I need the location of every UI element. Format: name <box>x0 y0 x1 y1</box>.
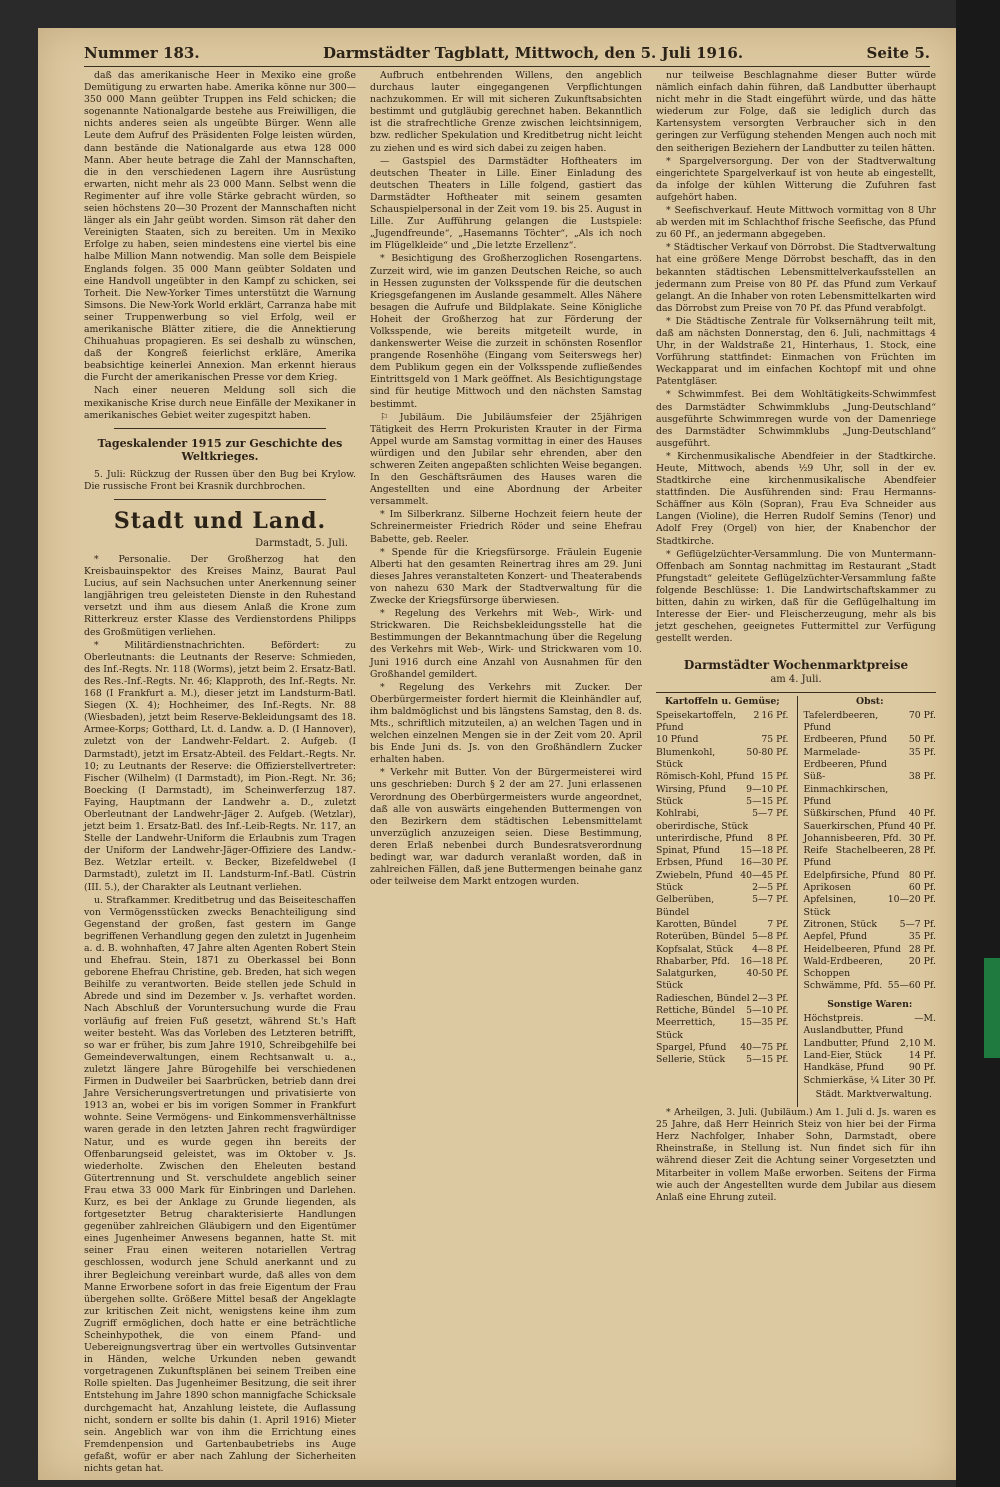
item-price: 80 Pf. <box>908 869 936 881</box>
price-row <box>656 833 789 845</box>
fruit-prices <box>797 696 937 1108</box>
price-row <box>804 1075 937 1087</box>
item-price: 5—10 Pf. <box>746 1005 789 1017</box>
article-paragraph: * Militärdienstnachrichten. Befördert: zu Oberleutnants: die Leutnants der Reserve: Schmieden, des Inf.-Regts. Nr. 118 (Worms), jetzt beim 2. Ersatz-Batl. des Res.-Inf.-Regts. Nr. 46; Klapproth, des Inf.-Regts. Nr. 168 (I Frankfurt a. M.), dieser jetzt im Landsturm-Batl. Siegen (X. 4); Hochheimer, des Inf.-Regts. Nr. 88 (Wiesbaden), jetzt beim Reserve-Bekleidungsamt des 18. Armee-Korps; Gotthard, Lt. d. Landw. a. D. (I Hannover), zuletzt von der Landwehr-Feldart. 2. Aufgeb. (I Darmstadt), jetzt im Ersatz-Abteil. des Feldart.-Regts. Nr. 10; zu Leutnants der Reserve: die Offizierstellvertreter: Fischer (Wilhelm) (I Darmstadt), im Pion.-Regt. Nr. 36; Boecking (I Darmstadt), im Scheinwerferzug 187. Faying, Hauptmann der Landwehr a. D., zuletzt Oberleutnant der Landwehr-Jäger 2. Aufgeb. (Wetzlar), jetzt beim 1. Ersatz-Batl. des Inf.-Leib-Regts. Nr. 117, an Stelle der Landwehr-Uniform die Erlaubnis zum Tragen der Uniform der Landwehr-Jäger-Offiziere des Landw.-Bez. Wetzlar erteilt. v. Becker, Bizefeldwebel (I Darmstadt), zuletzt im II. Landsturm-Inf.-Batl. Cüstrin (III. 5.), der Charakter als Leutnant verliehen. <box>84 639 356 893</box>
item-name: Salatgurken, Stück <box>656 968 717 992</box>
article-paragraph: * Arheilgen, 3. Juli. (Jubiläum.) Am 1. Juli d. Js. waren es 25 Jahre, daß Herr Heinrich Steiz von hier bei der Firma Herz Nachfolger, Inhaber Sohn, Darmstadt, obere Rheinstraße, in Stellung ist. Nun findet sich für ihn während dieser Zeit die Achtung seiner Vorgesetzten und Mitarbeiter in vollem Maße erworben. Seitens der Firma wie auch der Angestellten wurde dem Jubilar aus diesem Anlaß eine Ehrung zuteil. <box>656 1107 936 1203</box>
item-name: Schmierkäse, ¼ Liter <box>803 1074 905 1086</box>
item-price: 70 Pf. <box>908 709 936 721</box>
item-name: Rettiche, Bündel <box>656 1005 735 1017</box>
item-price: 55—60 Pf. <box>887 980 936 992</box>
other-goods-heading: Sonstige Waren: <box>827 998 913 1010</box>
item-price: 16—18 Pf. <box>740 955 789 967</box>
item-name: Apfelsinen, Stück <box>803 894 857 918</box>
item-name: 10 Pfund <box>656 734 699 746</box>
article-paragraph: * Städtischer Verkauf von Dörrobst. Die Stadtverwaltung hat eine größere Menge Dörrobst beschafft, das in den bekannten städtischen Lebensmittelverkaufsstellen an jedermann zum Preise von 80 Pf. das Pfund zum Verkauf gelangt. An die Inhaber von roten Lebensmittelkarten wird das Dörrobst zum Preise von 70 Pf. das Pfund verabfolgt. <box>656 242 936 314</box>
section-heading: Stadt und Land. <box>113 507 327 534</box>
price-row <box>804 980 937 992</box>
price-row <box>804 734 937 746</box>
item-price: 9—10 Pf. <box>746 783 789 795</box>
item-name: Roterüben, Bündel <box>656 931 745 943</box>
item-name: Blumenkohl, Stück <box>656 746 716 771</box>
item-name: Gelberüben, Bündel <box>656 894 715 918</box>
masthead-title: Darmstädter Tagblatt, Mittwoch, den 5. Juli 1916. <box>323 44 744 62</box>
price-row <box>656 845 789 857</box>
item-name: Sauerkirschen, Pfund <box>803 820 906 832</box>
item-price: 8 Pf. <box>767 832 789 844</box>
price-row <box>656 931 789 943</box>
item-price: 5—15 Pf. <box>746 1054 789 1066</box>
item-name: Römisch-Kohl, Pfund <box>656 771 755 783</box>
article-paragraph: * Geflügelzüchter-Versammlung. Die von Muntermann-Offenbach am Sonntag nachmittag im Restaurant „Stadt Pfungstadt“ geleitete Geflügelzüchter-Versammlung faßte folgende Beschlüsse: 1. Die Landwirtschaftskammer zu bitten, dahin zu wirken, daß für die Geflügelhaltung im Interesse der Eier- und Fleischerzeugung, mehr als bis jetzt geschehen, geeignetes Futtermittel zur Verfügung gestellt werden. <box>656 548 936 645</box>
price-row <box>804 944 937 956</box>
price-row <box>656 919 789 931</box>
item-name: Sellerie, Stück <box>656 1054 726 1066</box>
article-paragraph: * Regelung des Verkehrs mit Zucker. Der Oberbürgermeister fordert hiermit die Kleinhändler auf, ihm baldmöglichst und bis längstens Samstag, den 8. ds. Mts., schriftlich mitzuteilen, a) an welchen Tagen und in welchen einzelnen Mengen sie in der Zeit vom 20. April bis Ende Juni ds. Js. von den Großhändlern Zucker erhalten haben. <box>370 681 642 766</box>
item-price: 50 Pf. <box>908 734 936 746</box>
price-row <box>804 710 937 735</box>
item-name: Stück <box>656 795 683 807</box>
market-prices-heading: Darmstädter Wochenmarktpreise <box>683 658 909 673</box>
price-row <box>656 796 789 808</box>
item-name: unterirdische, Pfund <box>656 832 753 844</box>
item-price: 40—75 Pf. <box>740 1041 789 1053</box>
divider <box>114 428 326 429</box>
price-row <box>804 821 937 833</box>
item-price: 35 Pf. <box>908 746 936 758</box>
price-row <box>656 1042 789 1054</box>
item-name: Kopfsalat, Stück <box>656 943 734 955</box>
price-row <box>656 857 789 869</box>
dateline: Darmstadt, 5. Juli. <box>255 537 348 549</box>
item-name: Spinat, Pfund <box>656 845 721 857</box>
article-paragraph: daß das amerikanische Heer in Mexiko eine große Demütigung zu erwarten habe. Amerika könne nur 300—350 000 Mann geübter Truppen ins Feld schicken; die sogenannte Nationalgarde bestehe aus Freiwilligen, die nichts anderes seien als ungeübte Bürger. Wenn alle Leute dem Aufruf des Präsidenten Folge leisten würden, dann bestände die Nationalgarde aus etwa 128 000 Mann. Aber heute betrage die Zahl der Mannschaften, die in den verschiedenen Lagern ihre Ausrüstung erwarten, nicht mehr als 23 000 Mann. Selbst wenn die Regimenter auf ihre volle Stärke gebracht würden, so seien höchstens 20—30 Prozent der Mannschaften nicht länger als ein Jahr geübt worden. Simson rät daher den Vereinigten Staaten, sich zu bereiten. Um in Mexiko Erfolge zu haben, seien mindestens eine viertel bis eine halbe Million Mann notwendig. Man solle dem Beispiele Englands folgen. 35 000 Mann geübter Soldaten und eine Handvoll ungeübter in den Kampf zu schicken, sei Torheit. Die New-Yorker Times unterstützt die Warnung Simsons. Die New-York World erklärt, Carranza habe mit seiner Truppenwerbung so viel Erfolg, weil er amerikanische Blätter zitiere, die die Annektierung Chihuahuas propagieren. Es sei deshalb zu wünschen, daß der Kongreß feierlichst erkläre, Amerika beabsichtige keinerlei Annexion. Man erkennt hieraus die Furcht der amerikanischen Presse vor dem Krieg. <box>84 70 356 384</box>
price-row <box>656 734 789 746</box>
price-row <box>804 931 937 943</box>
item-price: 5—8 Pf. <box>752 931 789 943</box>
price-row <box>656 956 789 968</box>
item-name: Speisekartoffeln, 2 Pfund <box>656 709 760 734</box>
price-row <box>656 1054 789 1066</box>
item-price: 16—30 Pf. <box>740 857 789 869</box>
item-name: Land-Eier, Stück <box>803 1049 882 1061</box>
market-prices-date: am 4. Juli. <box>770 673 822 685</box>
column-3 <box>656 70 936 1466</box>
article-paragraph: Aufbruch entbehrenden Willens, den angeblich durchaus lauter eingegangenen Verpflichtungen nachzukommen. Er will mit sicheren Zukunftsabsichten bestimmt und gutgläubig gerechnet haben. Bekanntlich ist die strafrechtliche Grenze zwischen leichtsinnigem, bzw. redlicher Spekulation und Kreditbetrug nicht leicht zu ziehen und es wird sich dabei zu zeigen haben. <box>370 70 642 154</box>
price-row <box>804 894 937 919</box>
item-price: 40—45 Pf. <box>740 869 789 881</box>
price-row <box>656 747 789 772</box>
item-price: 75 Pf. <box>761 734 789 746</box>
article-paragraph: * Regelung des Verkehrs mit Web-, Wirk- und Strickwaren. Die Reichsbekleidungsstelle hat die Bestimmungen der Bekanntmachung über die Regelung des Verkehrs mit Web-, Wirk- und Strickwaren vom 10. Juni 1916 durch eine Anzahl von Ausnahmen für den Großhandel gemildert. <box>370 608 642 680</box>
article-paragraph: Nach einer neueren Meldung soll sich die mexikanische Krise durch neue Einfälle der Mexikaner in amerikanisches Gebiet weiter zugespitzt haben. <box>84 385 356 421</box>
item-name: Tafelerdbeeren, Pfund <box>803 709 879 734</box>
price-row <box>804 845 937 870</box>
item-name: Radieschen, Bündel <box>656 992 750 1004</box>
article-paragraph: * Spende für die Kriegsfürsorge. Fräulein Eugenie Alberti hat den gesamten Reinertrag ihres am 29. Juni dieses Jahres veranstalteten Konzert- und Theaterabends von nahezu 630 Mark der Stadtverwaltung für die Zwecke der Kriegsfürsorge überwiesen. <box>370 546 642 607</box>
item-name: Spargel, Pfund <box>656 1041 727 1053</box>
price-row <box>656 894 789 919</box>
market-prices-table <box>656 692 936 1108</box>
item-price: 2,10 M. <box>899 1037 936 1049</box>
item-name: Zwiebeln, Pfund <box>656 869 733 881</box>
page-header <box>84 44 930 67</box>
item-price: —M. <box>914 1013 936 1025</box>
vegetable-heading: Kartoffeln u. Gemüse; <box>664 695 780 707</box>
item-price: 40-50 Pf. <box>746 968 789 980</box>
item-name: Zitronen, Stück <box>803 918 878 930</box>
price-row <box>656 968 789 993</box>
item-price: 40 Pf. <box>908 808 936 820</box>
item-name: Karotten, Bündel <box>656 918 737 930</box>
price-row <box>656 944 789 956</box>
article-paragraph: — Gastspiel des Darmstädter Hoftheaters im deutschen Theater in Lille. Einer Einladung des deutschen Theaters in Lille folgend, gastiert das Darmstädter Hoftheater mit seinem gesamten Schauspielpersonal in der Zeit vom 19. bis 25. August in Lille. Zur Aufführung gelangen die Lustspiele: „Jugendfreunde“, „Hasemanns Töchter“, „Als ich noch im Flügelkleide“ und „Die letzte Erzellenz“. <box>370 155 642 252</box>
item-name: Kohlrabi, oberirdische, Stück <box>656 808 749 832</box>
article-paragraph: nur teilweise Beschlagnahme dieser Butter würde nämlich einfach dahin führen, daß Landbutter überhaupt nicht mehr in die Stadt eingeführt würde, und das hätte wiederum zur Folge, daß sie lediglich durch das Kartensystem versorgten Verbraucher sich in den geringen zur Verfügung stehenden Mengen auch noch mit den seitherigen Beziehern der Landbutter zu teilen hätten. <box>656 70 936 154</box>
item-price: 2—5 Pf. <box>752 882 789 894</box>
price-row <box>656 1005 789 1017</box>
price-row <box>804 1013 937 1038</box>
page-background-edge <box>956 0 1000 1487</box>
item-price: 7 Pf. <box>767 918 789 930</box>
price-row <box>804 833 937 845</box>
price-row <box>804 808 937 820</box>
item-price: 50-80 Pf. <box>746 746 789 758</box>
price-row <box>804 1050 937 1062</box>
item-name: Wirsing, Pfund <box>656 783 727 795</box>
item-name: Landbutter, Pfund <box>803 1037 890 1049</box>
item-price: 28 Pf. <box>908 845 936 857</box>
price-row <box>804 1038 937 1050</box>
article-paragraph: * Verkehr mit Butter. Von der Bürgermeisterei wird uns geschrieben: Durch § 2 der am 27. Juni erlassenen Verordnung des Oberbürgermeisters wurde angeordnet, daß alle von auswärts eingehenden Buttermengen von den Bezirkern dem städtischen Lebensmittelamt unverzüglich anzuzeigen seien. Diese Bestimmung, deren Erlaß nebenbei durch Bundesratsverordnung bedingt war, war dadurch veranlaßt worden, daß in zahlreichen Fällen, daß jene Buttermengen beinahe ganz oder teilweise dem Markt entzogen wurden. <box>370 767 642 888</box>
item-price: 30 Pf. <box>908 832 936 844</box>
item-price: 4—8 Pf. <box>752 943 789 955</box>
item-price: 5—7 Pf. <box>899 918 936 930</box>
price-row <box>656 993 789 1005</box>
item-price: 5—15 Pf. <box>746 795 789 807</box>
item-price: 5—7 Pf. <box>752 808 789 820</box>
market-signature: Städt. Marktverwaltung. <box>815 1088 932 1100</box>
item-price: 60 Pf. <box>908 882 936 894</box>
price-row <box>656 870 789 882</box>
article-paragraph: * Schwimmfest. Bei dem Wohltätigkeits-Schwimmfest des Darmstädter Schwimmklubs „Jung-Deutschland“ ausgeführte Schwimmregen wurde von der Damenriege des Darmstädter Schwimmklubs „Jung-Deutschland“ ausgeführt. <box>656 389 936 449</box>
price-row <box>656 784 789 796</box>
item-name: Handkäse, Pfund <box>803 1062 885 1074</box>
item-name: Schwämme, Pfd. <box>803 980 883 992</box>
item-name: Stück <box>656 882 683 894</box>
newspaper-page <box>38 28 956 1480</box>
article-paragraph: u. Strafkammer. Kreditbetrug und das Beiseiteschaffen von Vermögensstücken zwecks Benachteiligung sind Gegenstand der großen, fast gestern im Gange begriffenen Verhandlung gegen den zuletzt in Jugenheim a. d. B. wohnhaften, 47 Jahre alten Agenten Robert Stein und Ehefrau. Stein, 1871 zu Oberkassel bei Bonn geborene Ehefrau Christine, geb. Breden, hat sich wegen Beihilfe zu verantworten. Beide stellen jede Schuld in Abrede und sind im Dezember v. Js. verhaftet worden. Nach Abschluß der Voruntersuchung wurde die Frau vorläufig auf freien Fuß gesetzt, während St.'s Haft weiter besteht. Was das Vorleben des Letzteren betrifft, so war er früher, bis zum Jahre 1910, Schreibgehilfe bei Gemeindeverwaltungen, einem Rechtsanwalt u. a., zuletzt längere Jahre Bürogehilfe bei verschiedenen Firmen in Dudweiler bei Saarbrücken, betrieb dann drei Jahre Versicherungsvertretungen und privatisierte von 1913 an, wobei er bis im vorigen Sommer in Frankfurt wohnte. Seine Vermögens- und Einkommensverhältnisse waren gerade in den letzten Jahren recht fragwürdiger Natur, und es wurde gegen ihn bereits der Offenbarungseid geleistet, was im Oktober v. Js. wiederholte. Zwischen den Eheleuten bestand Gütertrennung und St. verschuldete angeblich seiner Frau etwa 33 000 Mark für Einbringen und Darlehen. Kurz, es bei der Anklage zu Grunde liegenden, als fortgesetzter Betrug charakterisierte Handlungen gegenüber zahlreichen Gläubigern und den Eigentümer eines Jugenheimer Anwesens begannen, hatte St. mit seiner Frau einen weiteren notariellen Vertrag geschlossen, wodurch jene Schuld anerkannt und zu ihrer Begleichung vereinbart wurde, daß alles von dem Manne Erworbene sofort in das freie Eigentum der Frau übergehen sollte. Größere Mittel besaß der Angeklagte zur kritischen Zeit nicht, wenigstens keine ihm zum Zugriff ermöglichen, doch hatte er eine beträchtliche Scheinhypothek, die von einem Pfand- und Uebereignungsvertrag über ein wertvolles Gutsinventar in Händen, welche Urkunden neben gewandt vorgetragenen Zukunftsplänen bei seinem Treiben eine Rolle spielten. Das Jugenheimer Besitzung, die seit ihrer Entstehung im Jahre 1890 schon mannigfache Schicksale durchgemacht hat, Anzahlung leistete, die Auflassung nicht, sondern er sollte bis dahin (1. April 1916) Mieter sein. Angeblich war von ihm die Errichtung eines Fremdenpension und Gartenbaubetriebs ins Auge gefaßt, wofür er aber nach Zahlung der Sicherheiten nichts getan hat. <box>84 894 356 1475</box>
article-paragraph: * Spargelversorgung. Der von der Stadtverwaltung eingerichtete Spargelverkauf ist von heute ab eingestellt, da infolge der kühlen Witterung die Zufuhren fast aufgehört haben. <box>656 155 936 203</box>
price-row <box>656 771 789 783</box>
article-paragraph: * Kirchenmusikalische Abendfeier in der Stadtkirche. Heute, Mittwoch, abends ½9 Uhr, soll in der ev. Stadtkirche eine kirchenmusikalische Abendfeier stattfinden. Die Ausführenden sind: Frau Hermanns-Schäffner aus Köln (Sopran), Frau Eva Schneider aus Langen (Violine), die Herren Rudolf Semins (Tenor) und Adolf Frey (Orgel) von hier, der Knabenchor der Stadtkirche. <box>656 450 936 547</box>
item-price: 35 Pf. <box>908 931 936 943</box>
item-name: Erdbeeren, Pfund <box>803 734 888 746</box>
item-price: 20 Pf. <box>908 955 936 967</box>
item-name: Heidelbeeren, Pfund <box>803 943 901 955</box>
item-price: 15 Pf. <box>761 771 789 783</box>
item-price: 16 Pf. <box>761 709 789 721</box>
price-row <box>804 919 937 931</box>
item-price: 38 Pf. <box>908 771 936 783</box>
price-row <box>656 1017 789 1042</box>
item-price: 10—20 Pf. <box>887 894 936 906</box>
page-number: Seite 5. <box>866 44 930 62</box>
item-price: 15—35 Pf. <box>740 1017 789 1029</box>
article-paragraph: ⚐ Jubiläum. Die Jubiläumsfeier der 25jährigen Tätigkeit des Herrn Prokuristen Krauter in der Firma Appel wurde am Samstag vormittag in einer des Hauses würdigen und den Jubilar sehr ehrenden, aber den schweren Zeiten angepaßten schlichten Weise begangen. In den Geschäftsräumen des Hauses waren die Angestellten und eine Abordnung der Arbeiter versammelt. <box>370 411 642 508</box>
item-price: 5—7 Pf. <box>752 894 789 906</box>
price-row <box>804 771 937 808</box>
article-paragraph: * Seefischverkauf. Heute Mittwoch vormittag von 8 Uhr ab werden mit im Schlachthof frische Seefische, das Pfund zu 60 Pf., an jedermann abgegeben. <box>656 205 936 241</box>
price-row <box>804 956 937 981</box>
price-row <box>804 882 937 894</box>
item-name: Meerrettich, Stück <box>656 1017 716 1041</box>
item-name: Aepfel, Pfund <box>803 931 868 943</box>
article-paragraph: * Besichtigung des Großherzoglichen Rosengartens. Zurzeit wird, wie im ganzen Deutschen Reiche, so auch in Hessen zugunsten der Volksspende für die deutschen Kriegsgefangenen im Auslande gesammelt. Alles Nähere besagen die Aufrufe und Bildplakate. Seine Königliche Hoheit der Großherzog hat zur Förderung der Volksspende, wie bereits mitgeteilt wurde, in dankenswerter Weise die zurzeit in schönsten Rosenflor prangende Rosenhöhe (Eingang vom Seiterswegs her) dem Publikum gegen ein der Volksspende zufließendes Eintrittsgeld von 1 Mark geöffnet. Als Besichtigungstage sind für heutige Mittwoch und den nächsten Samstag bestimmt. <box>370 253 642 410</box>
item-name: Erbsen, Pfund <box>656 857 723 869</box>
item-name: Höchstpreis. Auslandbutter, Pfund <box>803 1013 904 1037</box>
item-price: 40 Pf. <box>908 820 936 832</box>
item-name: Süß-Einmachkirschen, Pfund <box>803 771 889 807</box>
item-name: Rhabarber, Pfd. <box>656 955 730 967</box>
article-paragraph: * Im Silberkranz. Silberne Hochzeit feiern heute der Schreinermeister Friedrich Röder und seine Ehefrau Babette, geb. Reeler. <box>370 509 642 545</box>
item-price: 15—18 Pf. <box>740 845 789 857</box>
item-price: 28 Pf. <box>908 943 936 955</box>
price-row <box>804 1062 937 1074</box>
price-row <box>656 882 789 894</box>
calendar-entry: 5. Juli: Rückzug der Russen über den Bug bei Krylow. Die russische Front bei Krasnik durchbrochen. <box>84 468 356 492</box>
item-name: Edelpfirsiche, Pfund <box>803 869 900 881</box>
price-row <box>656 710 789 735</box>
bookmark-tab <box>984 958 1000 1058</box>
column-1 <box>84 70 356 1475</box>
article-paragraph: * Die Städtische Zentrale für Volksernährung teilt mit, daß am nächsten Donnerstag, den 6. Juli, nachmittags 4 Uhr, in der Waldstraße 21, Hinterhaus, 1. Stock, eine Vorführung stattfindet: Einmachen von Früchten im Weckapparat und im einfachen Kochtopf mit und ohne Patentgläser. <box>656 315 936 388</box>
item-name: Johannisbeeren, Pfd. <box>803 832 902 844</box>
item-name: Süßkirschen, Pfund <box>803 808 897 820</box>
column-2 <box>370 70 642 1466</box>
fruit-heading: Obst: <box>855 695 884 707</box>
item-price: 14 Pf. <box>908 1049 936 1061</box>
item-name: Marmelade-Erdbeeren, Pfund <box>803 746 888 771</box>
item-name: Aprikosen <box>803 882 852 894</box>
item-price: 90 Pf. <box>908 1062 936 1074</box>
article-paragraph: * Personalie. Der Großherzog hat den Kreisbauinspektor des Kreises Mainz, Baurat Paul Lucius, auf sein Nachsuchen unter Anerkennung seiner langjährigen treu geleisteten Dienste in den Ruhestand versetzt und ihm aus diesem Anlaß die Krone zum Ritterkreuz erster Klasse des Verdienstordens Philipps des Großmütigen verliehen. <box>84 554 356 638</box>
divider <box>114 499 326 500</box>
price-row <box>804 870 937 882</box>
issue-number: Nummer 183. <box>84 44 200 62</box>
item-price: 2—3 Pf. <box>752 992 789 1004</box>
item-name: Reife Stachelbeeren, Pfund <box>803 845 907 869</box>
vegetable-prices <box>656 696 789 1108</box>
item-price: 30 Pf. <box>908 1074 936 1086</box>
calendar-heading: Tageskalender 1915 zur Geschichte des Weltkrieges. <box>97 436 343 463</box>
price-row <box>656 808 789 833</box>
price-row <box>804 747 937 772</box>
item-name: Wald-Erdbeeren, Schoppen <box>803 955 883 980</box>
